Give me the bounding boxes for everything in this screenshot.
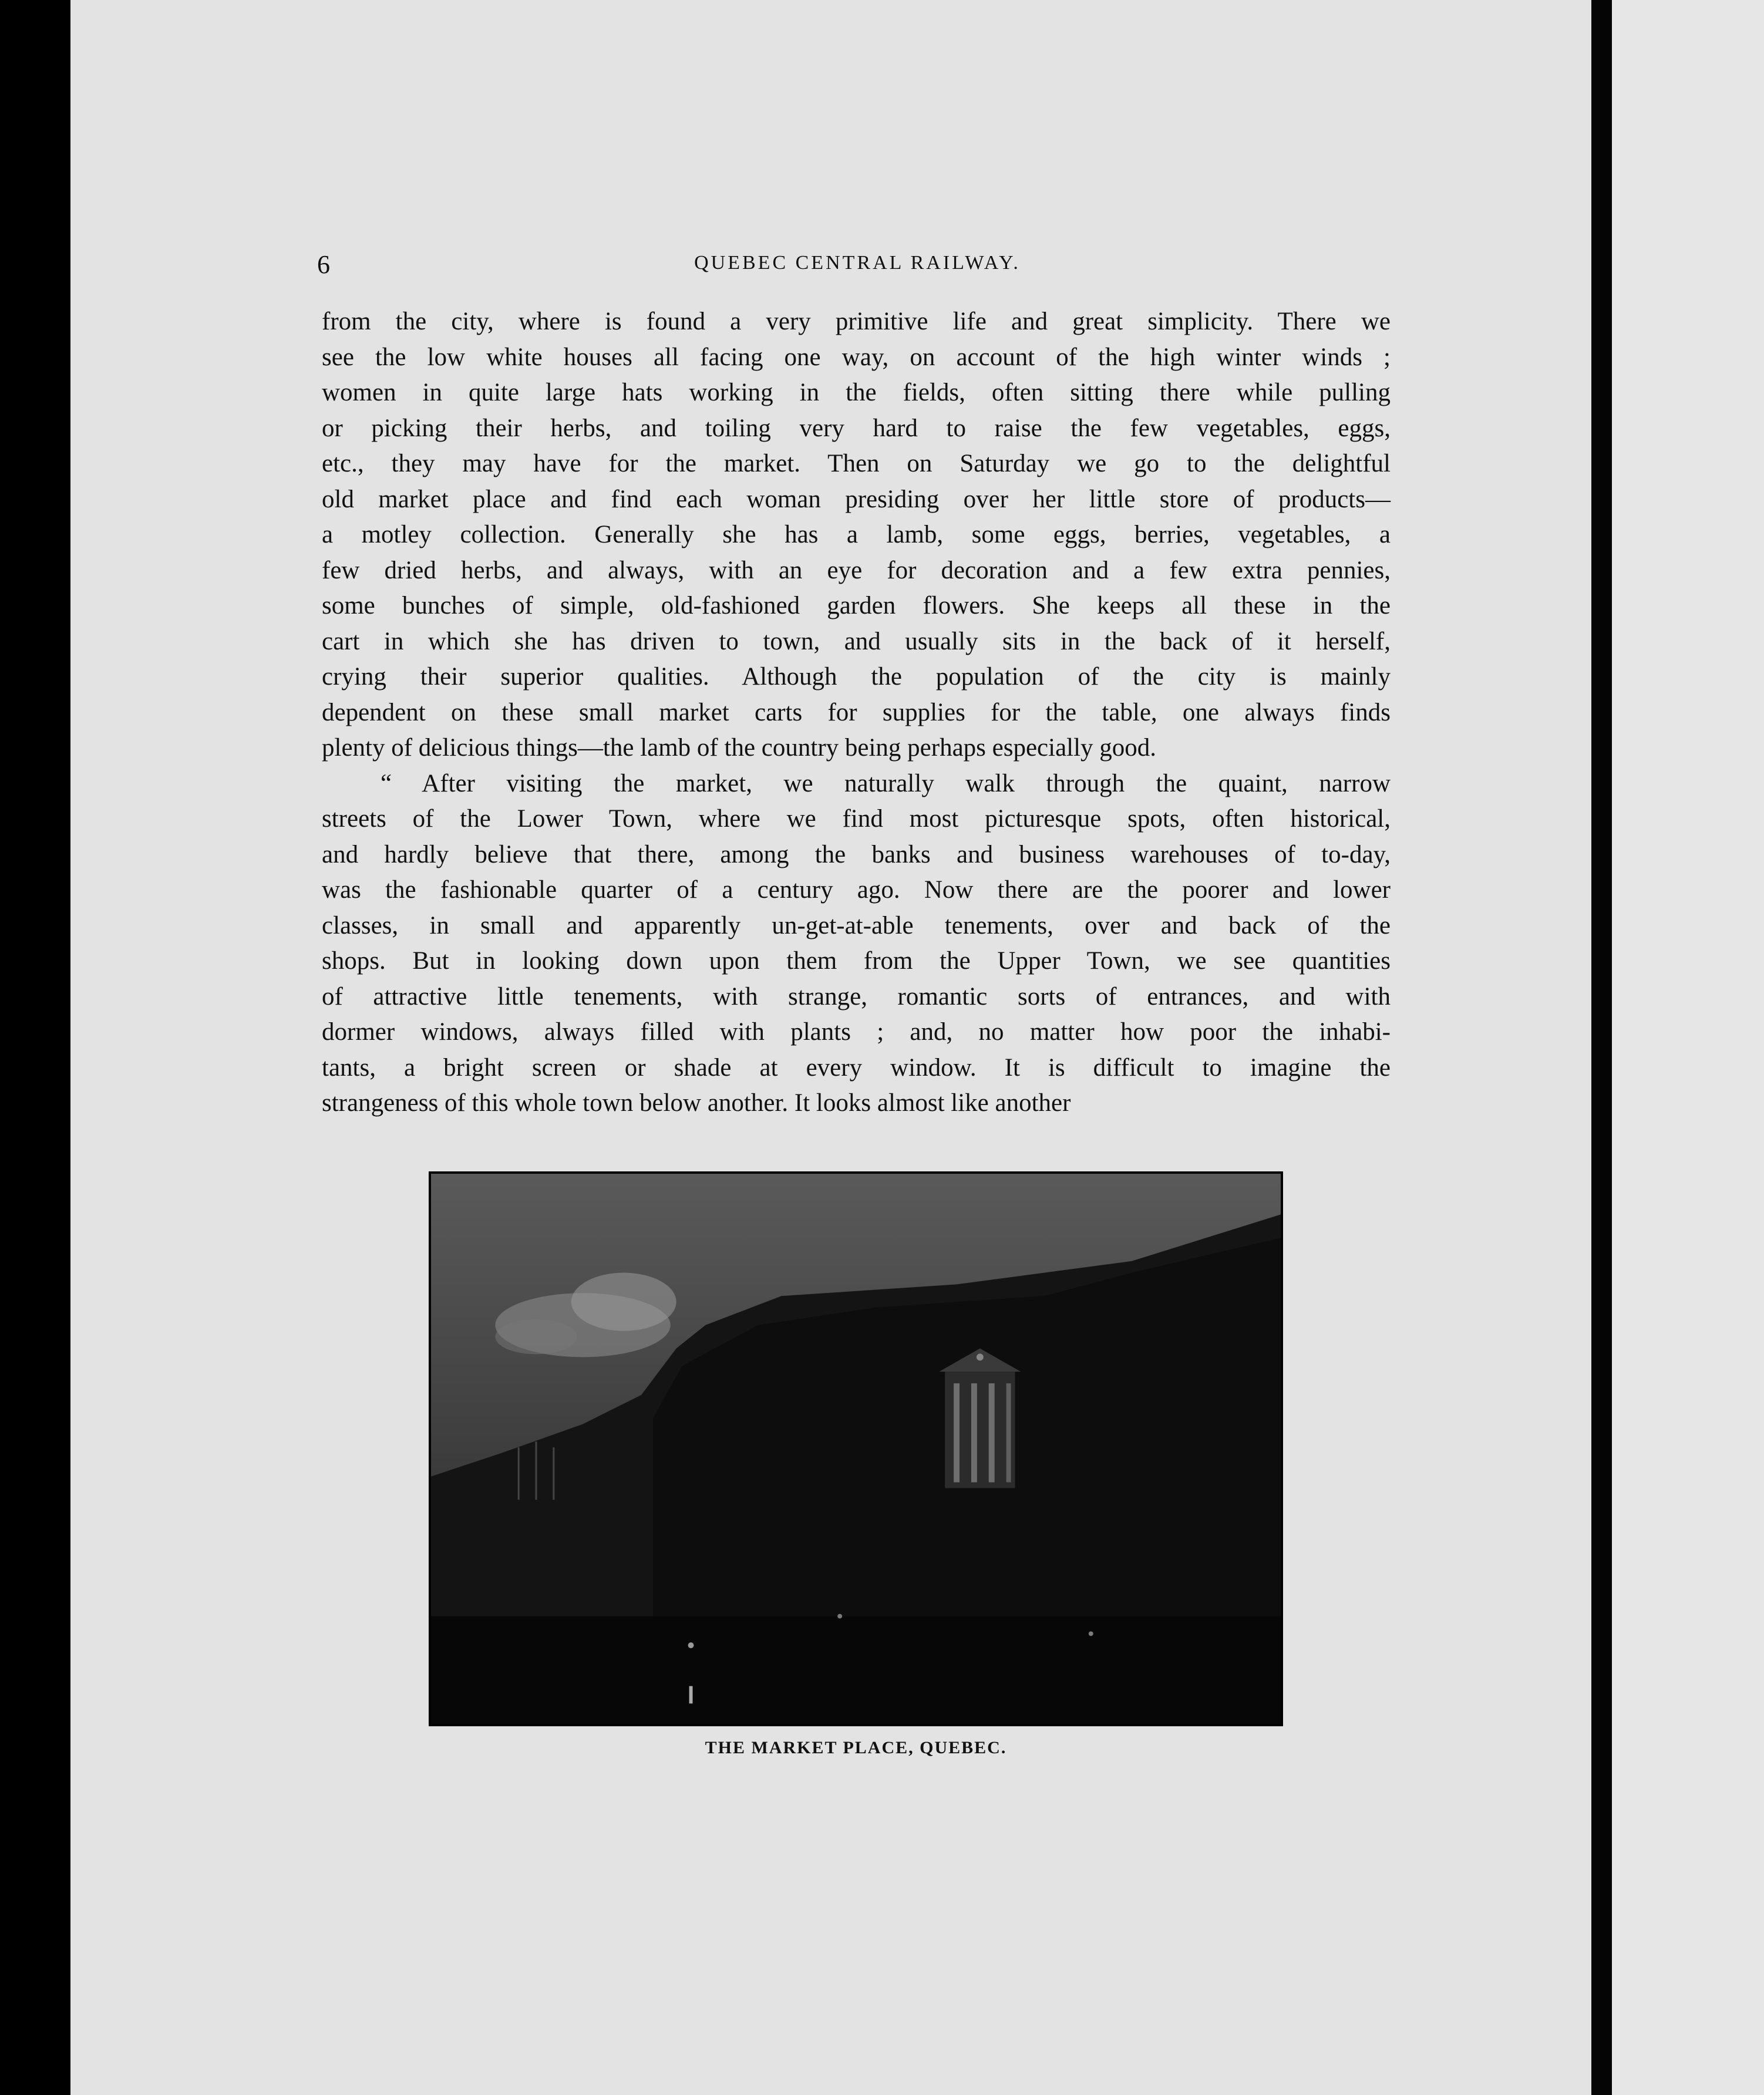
text-line: tants, a bright screen or shade at every window. It is difficult to imagine the: [322, 1053, 1391, 1082]
text-line: see the low white houses all facing one way, on account of the high winter winds ;: [322, 343, 1391, 371]
photo-caption: THE MARKET PLACE, QUEBEC.: [705, 1738, 1007, 1757]
text-line: cart in which she has driven to town, and usually sits in the back of it herself,: [322, 627, 1391, 655]
text-line: old market place and find each woman presiding over her little store of products—: [322, 485, 1391, 513]
text-line: or picking their herbs, and toiling very hard to raise the few vegetables, eggs,: [322, 414, 1391, 442]
body-text: [322, 304, 1391, 1121]
page-header: [305, 250, 1409, 285]
text-line: “ After visiting the market, we naturally walk through the quaint, narrow: [381, 769, 1391, 797]
text-line: a motley collection. Generally she has a lamb, some eggs, berries, vegetables, a: [322, 521, 1391, 548]
text-line: few dried herbs, and always, with an eye for decoration and a few extra pennies,: [322, 556, 1391, 584]
text-line: streets of the Lower Town, where we find most picturesque spots, often historical,: [322, 805, 1391, 833]
market-place-photo: [429, 1171, 1283, 1726]
running-head: QUEBEC CENTRAL RAILWAY.: [694, 252, 1021, 274]
text-line: from the city, where is found a very primitive life and great simplicity. There we: [322, 308, 1391, 335]
text-line: women in quite large hats working in the fields, often sitting there while pulling: [322, 379, 1391, 406]
text-line: crying their superior qualities. Although the population of the city is mainly: [322, 663, 1391, 691]
text-line: shops. But in looking down upon them from the Upper Town, we see quantities: [322, 947, 1391, 975]
photo-image: [431, 1174, 1281, 1724]
text-line: of attractive little tenements, with strange, romantic sorts of entrances, and with: [322, 982, 1391, 1011]
text-line: etc., they may have for the market. Then on Saturday we go to the delightful: [322, 450, 1391, 477]
page-number: 6: [317, 250, 330, 279]
text-line: dependent on these small market carts for supplies for the table, one always finds: [322, 698, 1391, 726]
page-gutter: [1591, 0, 1612, 2095]
text-line: dormer windows, always filled with plants ; and, no matter how poor the inhabi-: [322, 1018, 1391, 1046]
text-line: was the fashionable quarter of a century ago. Now there are the poorer and lower: [322, 876, 1391, 904]
text-line: strangeness of this whole town below another. It looks almost like another: [322, 1089, 1071, 1117]
text-line: and hardly believe that there, among the banks and business warehouses of to-day,: [322, 840, 1391, 868]
text-line: plenty of delicious things—the lamb of the country being perhaps especially good.: [322, 734, 1157, 762]
text-line: classes, in small and apparently un-get-at-able tenements, over and back of the: [322, 911, 1391, 939]
page-right-edge: [1612, 0, 1764, 2095]
text-line: some bunches of simple, old-fashioned garden flowers. She keeps all these in the: [322, 592, 1391, 619]
